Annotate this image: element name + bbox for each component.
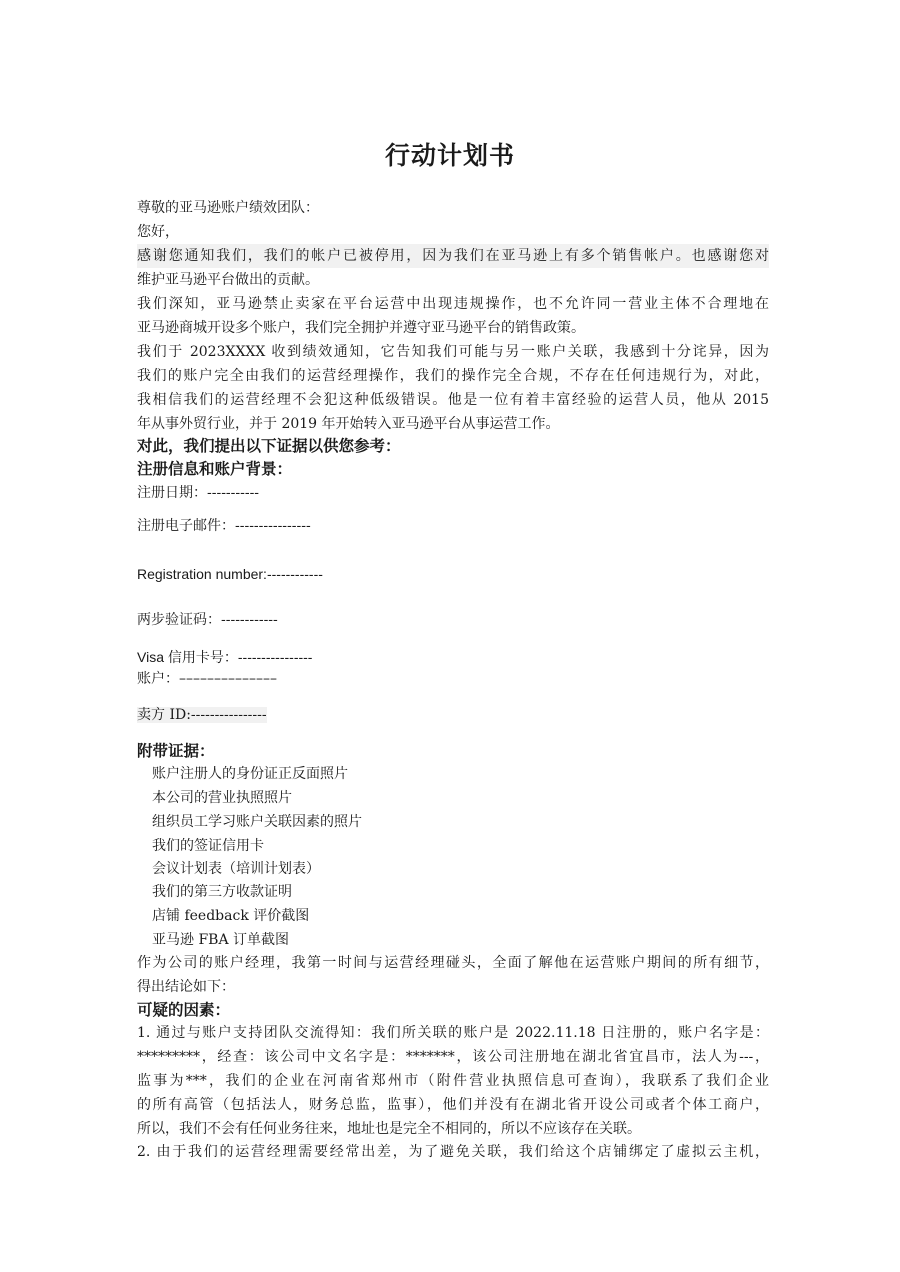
greeting: 您好，	[137, 224, 179, 240]
attachment-item: 我们的第三方收款证明	[152, 884, 292, 900]
item-1-line-1: 1. 通过与账户支持团队交流得知：我们所关联的账户是 2022.11.18 日注册的，账户名字是：	[137, 1025, 769, 1041]
paragraph-policy-line-1: 我们深知，亚马逊禁止卖家在平台运营中出现违规操作，也不允许同一营业主体不合理地在	[137, 296, 769, 312]
paragraph-conclusion-line-1: 作为公司的账户经理，我第一时间与运营经理碰头，全面了解他在运营账户期间的所有细节，	[137, 955, 769, 971]
paragraph-thanks-line-1: 感谢您通知我们，我们的帐户已被停用，因为我们在亚马逊上有多个销售帐户。也感谢您对	[137, 244, 769, 268]
salutation: 尊敬的亚马逊账户绩效团队：	[137, 200, 319, 216]
two-step-code-field: 两步验证码：------------	[137, 612, 278, 628]
paragraph-thanks-line-2: 维护亚马逊平台做出的贡献。	[137, 272, 319, 288]
seller-id-text: 卖方 ID:----------------	[137, 707, 267, 723]
account-field: 账户：––––––––––––––	[137, 671, 277, 687]
visa-card-field: Visa 信用卡号：----------------	[137, 649, 313, 665]
registration-number-field: Registration number:------------	[137, 566, 323, 582]
attachment-item: 本公司的营业执照照片	[152, 790, 292, 806]
paragraph-notice-line-1: 我们于 2023XXXX 收到绩效通知，它告知我们可能与另一账户关联，我感到十分诧异，因为	[137, 344, 769, 360]
attachment-item: 店铺 feedback 评价截图	[152, 908, 310, 924]
item-1-line-2: *********，经查：该公司中文名字是：*******，该公司注册地在湖北省宜昌市，法人为---，	[137, 1049, 769, 1065]
registration-date-field: 注册日期：-----------	[137, 485, 260, 501]
attachment-item: 会议计划表（培训计划表）	[152, 861, 320, 877]
document-title: 行动计划书	[384, 141, 515, 170]
registration-heading: 注册信息和账户背景：	[137, 460, 293, 478]
attachment-item: 组织员工学习账户关联因素的照片	[152, 814, 362, 830]
item-1-line-4: 的所有高管（包括法人，财务总监，监事），他们并没有在湖北省开设公司或者个体工商户，	[137, 1097, 769, 1113]
paragraph-policy-line-2: 亚马逊商城开设多个账户，我们完全拥护并遵守亚马逊平台的销售政策。	[137, 320, 585, 336]
paragraph-notice-line-2: 我们的账户完全由我们的运营经理操作，我们的操作完全合规，不存在任何违规行为，对此，	[137, 368, 769, 384]
attachment-item: 账户注册人的身份证正反面照片	[152, 766, 348, 782]
paragraph-notice-line-3: 我相信我们的运营经理不会犯这种低级错误。他是一位有着丰富经验的运营人员，他从 2015	[137, 392, 769, 408]
suspicious-heading: 可疑的因素：	[137, 1001, 231, 1019]
paragraph-notice-line-4: 年从事外贸行业，并于 2019 年开始转入亚马逊平台从事运营工作。	[137, 416, 560, 432]
paragraph-conclusion-line-2: 得出结论如下：	[137, 979, 235, 995]
attachments-heading: 附带证据：	[137, 742, 215, 760]
registration-email-field: 注册电子邮件：----------------	[137, 518, 311, 534]
item-2-line-1: 2. 由于我们的运营经理需要经常出差，为了避免关联，我们给这个店铺绑定了虚拟云主机，	[137, 1144, 769, 1160]
evidence-heading: 对此，我们提出以下证据以供您参考：	[137, 437, 401, 455]
item-1-line-3: 监事为***，我们的企业在河南省郑州市（附件营业执照信息可查询），我联系了我们企业	[137, 1073, 769, 1089]
item-1-line-5: 所以，我们不会有任何业务往来，地址也是完全不相同的，所以不应该存在关联。	[137, 1121, 641, 1137]
attachment-item: 我们的签证信用卡	[152, 838, 264, 854]
seller-id-field	[137, 703, 267, 727]
attachment-item: 亚马逊 FBA 订单截图	[152, 932, 290, 948]
